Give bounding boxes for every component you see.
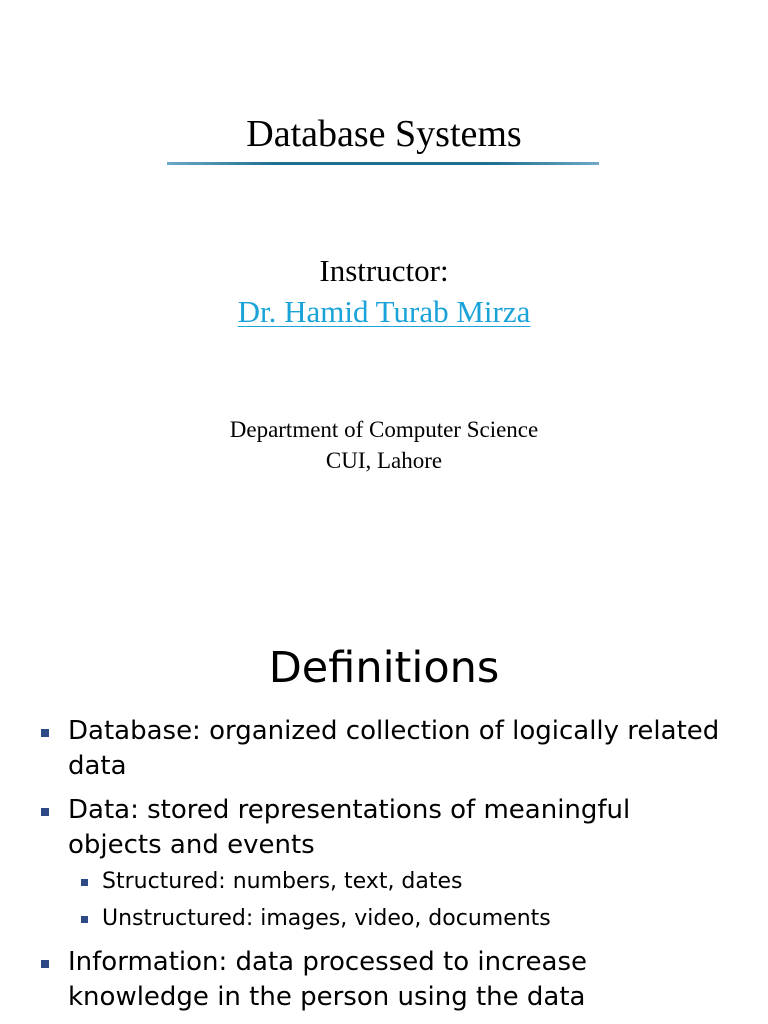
sub-bullet-list: [68, 865, 728, 936]
bullet-text: Information: data processed to increase knowledge in the person using the data: [68, 947, 587, 1012]
bullet-list: [0, 714, 768, 1024]
square-bullet-icon: [41, 808, 49, 816]
sub-bullet-text: Structured: numbers, text, dates: [102, 869, 463, 894]
title-underline-rule: [167, 162, 599, 165]
institution-name: CUI, Lahore: [325, 448, 443, 473]
bullet-text: Database: organized collection of logically related data: [68, 716, 720, 781]
square-bullet-icon: [81, 916, 88, 923]
department-name: Department of Computer Science: [229, 417, 539, 442]
sub-bullet-item: [0, 865, 728, 899]
bullet-item: [0, 945, 768, 1015]
sub-bullet-text: Unstructured: images, video, documents: [102, 906, 551, 931]
bullet-item: [0, 714, 768, 784]
square-bullet-icon: [41, 960, 49, 968]
square-bullet-icon: [41, 729, 49, 737]
instructor-name-link[interactable]: Dr. Hamid Turab Mirza: [237, 294, 531, 329]
instructor-name: [0, 292, 768, 332]
bullet-item: [0, 793, 768, 936]
slide-title: Database Systems: [246, 113, 522, 155]
department-block: [0, 414, 768, 476]
bullet-text: Data: stored representations of meaningful objects and events: [68, 795, 631, 860]
instructor-label: Instructor:: [319, 253, 449, 288]
sub-bullet-item: [0, 902, 728, 936]
square-bullet-icon: [81, 879, 88, 886]
definitions-slide: [0, 600, 768, 1024]
slide-title: Definitions: [268, 643, 500, 693]
